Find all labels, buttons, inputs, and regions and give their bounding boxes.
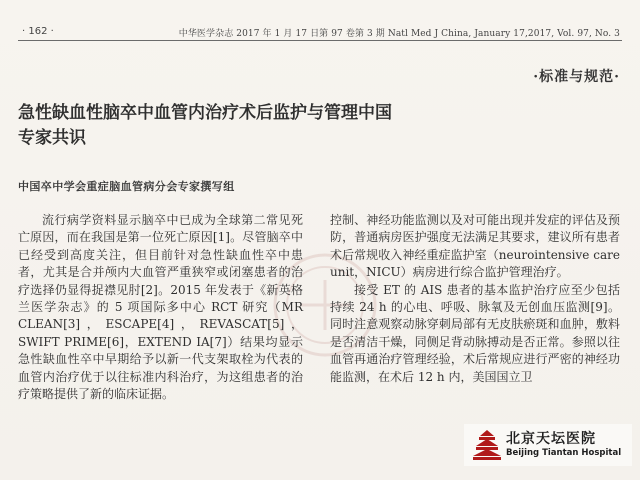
journal-citation: 中华医学杂志 2017 年 1 月 17 日第 97 卷第 3 期 Natl Med J China, January 17,2017, Vol. 97, No. 3 [178,29,620,39]
section-tag: ·标准与规范· [533,69,620,85]
temple-of-heaven-icon [470,428,504,462]
hospital-name-cn: 北京天坛医院 [506,431,596,447]
hospital-name-en: Beijing Tiantan Hospital [506,448,622,458]
hospital-logo [464,424,632,466]
article-title: 急性缺血性脑卒中血管内治疗术后监护与管理中国专家共识 [18,103,392,148]
right-column-paragraph-1: 控制、神经功能监测以及对可能出现并发症的评估及预防，普通病房医护强度无法满足其要求，建议所有患者术后常规收入神经重症监护室（neurointensive care unit，NICU）病房进行综合监护管理治疗。 [330,213,620,280]
right-column [330,212,620,386]
left-column-text: 流行病学资料显示脑卒中已成为全球第二常见死亡原因，而在我国是第一位死亡原因[1]。尽管脑卒中已经受到高度关注，但目前针对急性缺血性卒中患者，尤其是合并颅内大血管严重狭窄或闭塞患者的治疗选择仍显得捉襟见肘[2]。2015 年发表于《新英格兰医学杂志》的 5 项国际多中心 RCT 研究（MR CLEAN[3]，ESCAPE[4]，REVASCAT[5]，SWIFT PRIME[6]，EXTEND IA[7]）结果均显示急性缺血性卒中早期给予以新一代支架取栓为代表的血管内治疗优于以往标准内科治疗，为这组患者的治疗策略提供了新的临床证据。 [18,213,303,402]
author-line: 中国卒中学会重症脑血管病分会专家撰写组 [18,180,235,193]
page-number: · 162 · [22,26,54,37]
running-header [18,20,622,41]
right-column-paragraph-2: 接受 ET 的 AIS 患者的基本监护治疗应至少包括持续 24 h 的心电、呼吸、脉氧及无创血压监测[9]。同时注意观察动脉穿刺局部有无皮肤瘀斑和血肿，敷料是否清洁干燥，同侧足背动脉搏动是否正常。参照以往血管再通治疗管理经验，术后常规应进行严密的神经功能监测，在术后 12 h 内，美国国立卫 [330,282,620,384]
